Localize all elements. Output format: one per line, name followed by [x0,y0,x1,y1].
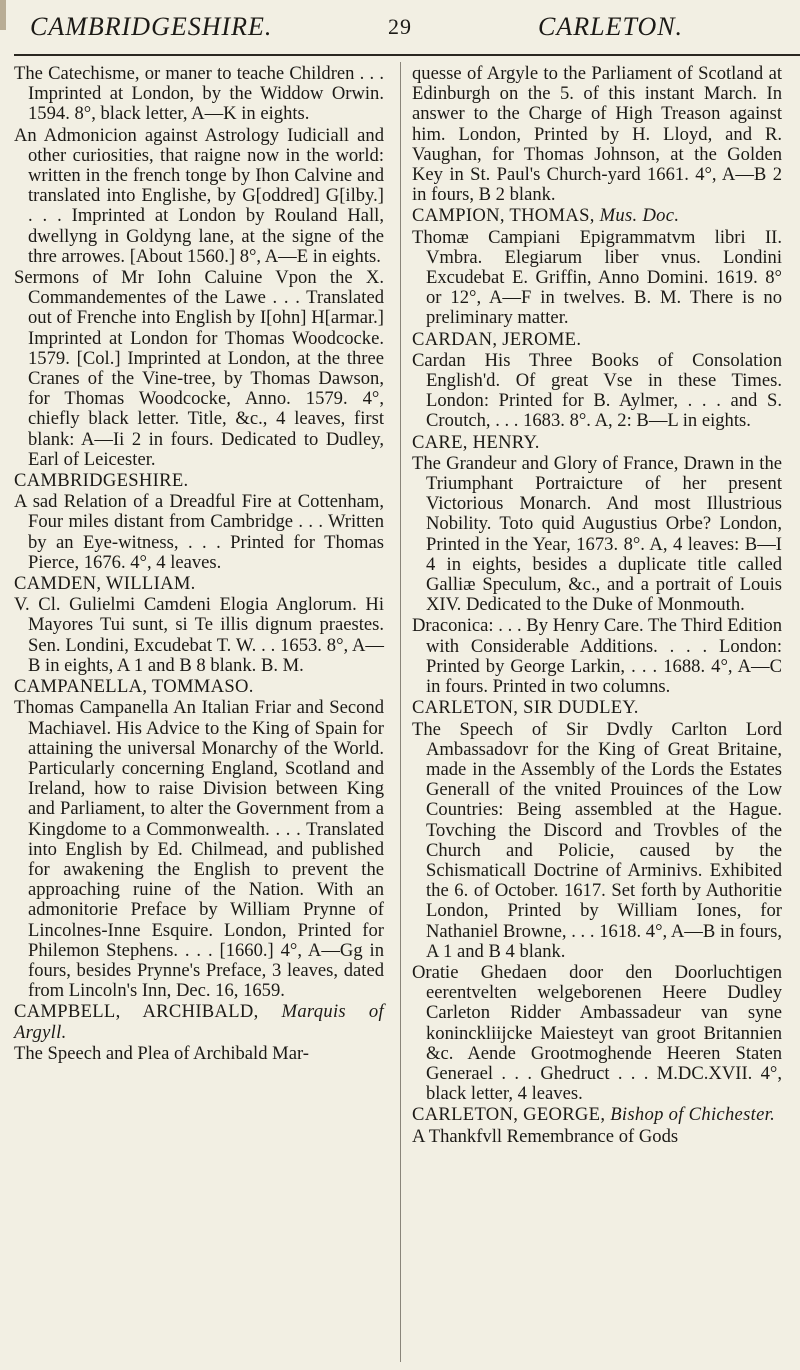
bibliographic-entry: V. Cl. Gulielmi Camdeni Elogia Anglorum. Hi Mayores Tui sunt, si Te illis dignum praestes. Sen. Londini, Excudebat T. W. . . 1653. 8°, A—B in eights, A 1 and B 8 blank. B. M. [14,594,384,676]
bibliographic-entry: Thomæ Campiani Epigrammatvm libri II. Vmbra. Elegiarum liber vnus. Londini Excudebat E. Griffin, Anno Domini. 1619. 8° or 12°, A—F in twelves. B. M. There is no preliminary matter. [412,226,782,329]
bibliographic-entry: A sad Relation of a Dreadful Fire at Cottenham, Four miles distant from Cambridge . . . Written by an Eye-witness, . . . Printed for Thomas Pierce, 1676. 4°, 4 leaves. [14,491,384,573]
bibliographic-entry: Draconica: . . . By Henry Care. The Third Edition with Considerable Additions. . . . London: Printed by George Larkin, . . . 1688. 4°, A—C in fours. Printed in two columns. [412,615,782,698]
bibliographic-entry: Thomas Campanella An Italian Friar and Second Machiavel. His Advice to the King of Spain for attaining the universal Monarchy of the World. Particularly concerning England, Scotland and Ireland, how to raise Division between King and Parliament, to alter the Government from a Kingdome to a Commonwealth. . . . Translated into English by Ed. Chilmead, and published for awakening the English to prevent the approaching ruine of the Nation. With an admonitorie Preface by William Prynne of Lincolnes-Inne Esquire. London, Printed for Philemon Stephens. . . . [1660.] 4°, A—Gg in fours, besides Prynne's Preface, 3 leaves, dated from Lincoln's Inn, Dec. 16, 1659. [14,697,384,1002]
heading-qualifier: Mus. Doc. [594,205,680,227]
bibliographic-entry: An Admonicion against Astrology Iudiciall and other curiosities, that raigne now in the world: written in the french tonge by Ihon Calvine and translated into Englishe, by G[oddred] G[ilby.] . . . Imprinted at London by Rouland Hall, dwellyng in Goldyng lane, at the signe of the thre arrowes. [About 1560.] 8°, A—E in eights. [14,124,384,267]
entry-heading [412,433,782,453]
entry-heading [14,471,384,491]
entry-heading [412,206,782,226]
header-rule [14,54,800,56]
header-left-title: CAMBRIDGESHIRE. [30,12,273,41]
header-right-title: CARLETON. [538,12,684,41]
heading-name: CAMPBELL, ARCHIBALD, [14,1001,259,1023]
entry-continuation: quesse of Argyle to the Parliament of Scotland at Edinburgh on the 5. of this instant March. In answer to the Charge of High Treason against him. London, Printed by H. Lloyd, and R. Vaughan, for Thomas Johnson, at the Golden Key in St. Paul's Church-yard 1661. 4°, A—B 2 in fours, B 2 blank. [412,63,782,206]
bibliographic-entry: Cardan His Three Books of Consolation English'd. Of great Vse in these Times. London: Printed for B. Aylmer, . . . and S. Croutch, . . . 1683. 8°. A, 2: B—L in eights. [412,349,782,432]
page-number: 29 [388,14,412,39]
heading-qualifier: Bishop of Chichester. [605,1104,776,1126]
heading-name: CARLETON, GEORGE, [412,1104,606,1126]
bibliographic-entry: The Catechisme, or maner to teache Children . . . Imprinted at London, by the Widdow Orwin. 1594. 8°, black letter, A—K in eights. [14,63,384,125]
entry-heading [14,574,384,594]
entry-heading [14,677,384,697]
heading-name: CAMPANELLA, TOMMASO. [14,676,254,698]
column-divider [400,62,401,1362]
heading-qualifier: Marquis of Argyll. [14,1001,384,1043]
entry-heading [412,330,782,350]
bibliographic-entry: The Speech of Sir Dvdly Carlton Lord Ambassadovr for the King of Great Britaine, made in the Assembly of the Lords the Estates Generall of the vnited Prouinces of the Low Countries: Being assembled at the Hague. Tovching the Discord and Trovbles of the Church and Policie, caused by the Schismaticall Doctrine of Arminivs. Exhibited the 6. of October. 1617. Set forth by Authoritie London, Printed by William Iones, for Nathaniel Browne, . . . 1618. 4°, A—B in fours, A 1 and B 4 blank. [412,718,782,962]
bibliographic-entry: The Grandeur and Glory of France, Drawn in the Triumphant Portraicture of her present Victorious Monarch. And most Illustrious Nobility. Toto quid Augustius Orbe? London, Printed in the Year, 1673. 8°. A, 4 leaves: B—I 4 in eights, besides a duplicate title called Galliæ Speculum, &c., and a portrait of Louis XIV. Dedicated to the Duke of Monmouth. [412,452,782,616]
bibliographic-entry: A Thankfvll Remembrance of Gods [412,1125,679,1147]
heading-name: CARDAN, JEROME. [412,328,582,350]
heading-name: CARLETON, SIR DUDLEY. [412,697,639,719]
entry-heading [412,698,782,718]
entry-heading [412,1105,782,1125]
bibliographic-entry: Oratie Ghedaen door den Doorluchtigen eerentvelten welgeborenen Heere Dudley Carleton Ridder Ambassadeur van syne koninckliijcke Maiesteyt van groot Britannien &c. Aende Grootmoghende Heeren Staten Generael . . . Ghedruct . . . M.DC.XVII. 4°, black letter, 4 leaves. [412,961,782,1105]
heading-name: CAMDEN, WILLIAM. [14,573,196,595]
heading-name: CARE, HENRY. [412,431,540,453]
heading-name: CAMBRIDGESHIRE. [14,470,189,492]
left-column [14,64,384,1065]
heading-name: CAMPION, THOMAS, [412,205,595,227]
entry-heading [14,1002,384,1042]
bibliographic-entry: Sermons of Mr Iohn Caluine Vpon the X. Commandementes of the Lawe . . . Translated out of Frenche into English by I[ohn] H[armar.] Imprinted at London for Thomas Woodcocke. 1579. [Col.] Imprinted at London, at the three Cranes of the Vine-tree, by Thomas Dawson, for Thomas Woodcocke, Anno. 1579. 4°, chiefly black letter. Title, &c., 4 leaves, first blank: A—Ii 2 in fours. Dedicated to Dudley, Earl of Leicester. [14,267,384,470]
running-header [0,12,800,52]
bibliographic-entry: The Speech and Plea of Archibald Mar- [14,1042,309,1064]
right-column [412,64,782,1148]
